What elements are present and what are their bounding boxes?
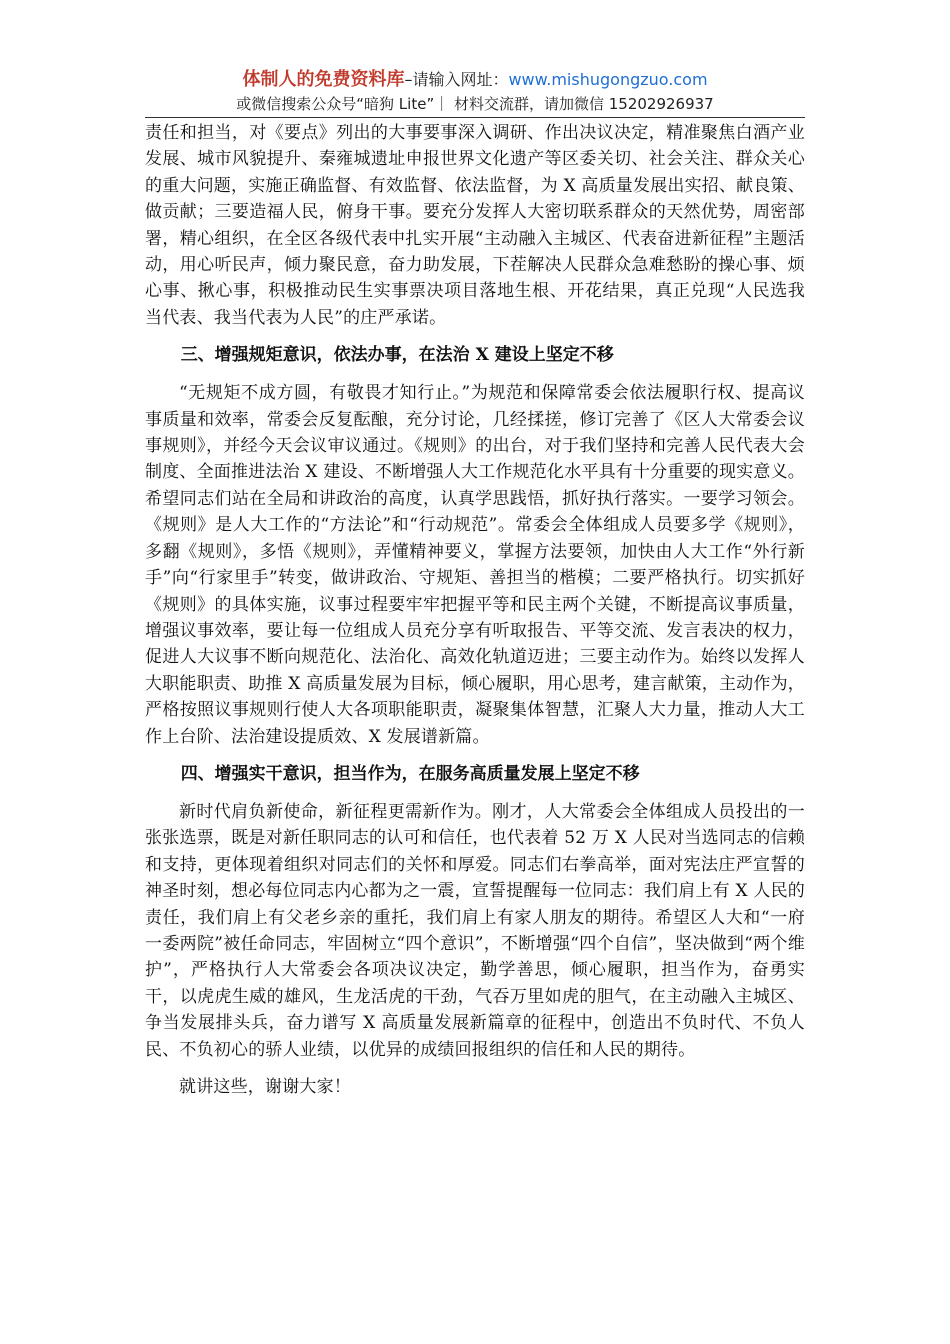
- header-url-link[interactable]: www.mishugongzuo.com: [508, 70, 708, 89]
- paragraph-rules: “无规矩不成方圆，有敬畏才知行止。”为规范和保障常委会依法履职行权、提高议事质量和效率，常委会反复酝酿，充分讨论，几经揉搓，修订完善了《区人大常委会议事规则》，并经今天会议审议通过。《规则》的出台，对于我们坚持和完善人民代表大会制度、全面推进法治 X 建设、不断增强人大工作规范化水平具有十分重要的现实意义。希望同志们站在全局和讲政治的高度，认真学思践悟，抓好执行落实。一要学习领会。《规则》是人大工作的“方法论”和“行动规范”。常委会全体组成人员要多学《规则》，多翻《规则》，多悟《规则》，弄懂精神要义，掌握方法要领，加快由人大工作“外行新手”向“行家里手”转变，做讲政治、守规矩、善担当的楷模；二要严格执行。切实抓好《规则》的具体实施，议事过程要牢牢把握平等和民主两个关键，不断提高议事质量，增强议事效率，要让每一位组成人员充分享有听取报告、平等交流、发言表决的权力，促进人大议事不断向规范化、法治化、高效化轨道迈进；三要主动作为。始终以发挥人大职能职责、助推 X 高质量发展为目标，倾心履职，用心思考，建言献策，主动作为，严格按照议事规则行使人大各项职能职责，凝聚集体智慧，汇聚人大力量，推动人大工作上台阶、法治建设提质效、X 发展谱新篇。: [145, 383, 805, 747]
- closing-remark: 就讲这些，谢谢大家！: [179, 1077, 351, 1097]
- section-heading-4: 四、增强实干意识，担当作为，在服务高质量发展上坚定不移: [180, 763, 640, 784]
- paragraph-continued: 责任和担当，对《要点》列出的大事要事深入调研、作出决议决定，精准聚焦白酒产业发展、城市风貌提升、秦雍城遗址申报世界文化遗产等区委关切、社会关注、群众关心的重大问题，实施正确监督、有效监督、依法监督，为 X 高质量发展出实招、献良策、做贡献；三要造福人民，俯身干事。要充分发挥人大密切联系群众的天然优势，周密部署，精心组织，在全区各级代表中扎实开展“主动融入主城区、代表奋进新征程”主题活动，用心听民声，倾力聚民意，奋力助发展，下茬解决人民群众急难愁盼的操心事、烦心事、揪心事，积极推动民生实事票决项目落地生根、开花结果，真正兑现“人民选我当代表、我当代表为人民”的庄严承诺。: [145, 123, 805, 328]
- document-body: [145, 120, 805, 1100]
- header-line-2: 或微信搜索公众号“暗狗 Lite”｜ 材料交流群，请加微信 15202926937: [236, 95, 714, 113]
- header-prompt: –请输入网址：: [404, 70, 509, 89]
- paragraph-action: 新时代肩负新使命，新征程更需新作为。刚才，人大常委会全体组成人员投出的一张张选票，既是对新任职同志的认可和信任，也代表着 52 万 X 人民对当选同志的信赖和支持，更体现着组织对同志们的关怀和厚爱。同志们右拳高举，面对宪法庄严宣誓的神圣时刻，想必每位同志内心都为之一震，宣誓提醒每一位同志：我们肩上有 X 人民的责任，我们肩上有父老乡亲的重托，我们肩上有家人朋友的期待。希望区人大和“一府一委两院”被任命同志，牢固树立“四个意识”，不断增强“四个自信”，坚决做到“两个维护”，严格执行人大常委会各项决议决定，勤学善思，倾心履职，担当作为，奋勇实干，以虎虎生威的雄风，生龙活虎的干劲，气吞万里如虎的胆气，在主动融入主城区、争当发展排头兵，奋力谱写 X 高质量发展新篇章的征程中，创造出不负时代、不负人民、不负初心的骄人业绩，以优异的成绩回报组织的信任和人民的期待。: [145, 801, 805, 1060]
- header-brand: 体制人的免费资料库: [242, 69, 405, 90]
- header-divider: [145, 117, 805, 118]
- header-line-1: [0, 68, 950, 92]
- section-heading-3: 三、增强规矩意识，依法办事，在法治 X 建设上坚定不移: [180, 345, 614, 366]
- page-header: [0, 68, 950, 115]
